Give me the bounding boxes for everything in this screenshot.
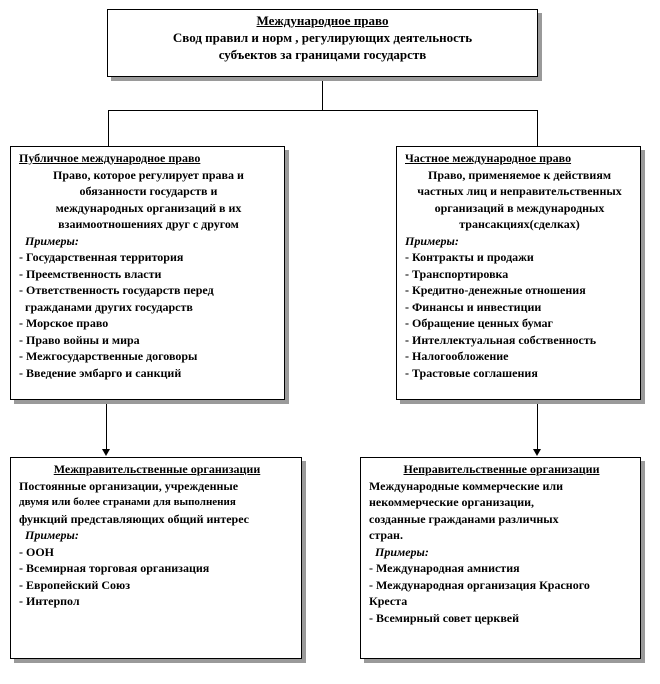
international-law-title: Международное право <box>256 13 389 28</box>
list-item: - Интеллектуальная собственность <box>405 332 597 347</box>
nongovernmental-desc-4: стран. <box>369 528 403 542</box>
private-law-examples-label: Примеры: <box>405 233 459 248</box>
list-item: - Морское право <box>19 316 109 330</box>
list-item: - Интерпол <box>19 594 80 608</box>
list-item: - Налогообложение <box>405 349 509 363</box>
private-law-desc-2: частных лиц и неправительственных <box>417 184 622 198</box>
list-item: - Европейский Союз <box>19 577 131 592</box>
private-law-desc-1: Право, применяемое к действиям <box>428 167 611 182</box>
list-item: - Всемирная торговая организация <box>19 561 210 575</box>
intergovernmental-orgs-title: Межправительственные организации <box>53 462 261 476</box>
connector-right-bottom <box>537 404 538 449</box>
connector-left-down <box>108 110 109 146</box>
list-item: - Трастовые соглашения <box>405 365 538 380</box>
list-item: - Ответственность государств перед <box>19 283 214 297</box>
list-item: - Международная амнистия <box>369 561 520 575</box>
list-item: - Межгосударственные договоры <box>19 349 198 363</box>
list-item: - Преемственность власти <box>19 266 162 281</box>
nongovernmental-desc-2: некоммерческие организации, <box>369 495 535 509</box>
list-item: - Финансы и инвестиции <box>405 299 542 314</box>
intergovernmental-examples-label: Примеры: <box>25 528 79 542</box>
public-law-desc-4: взаимоотношениях друг с другом <box>58 217 239 231</box>
connector-left-bottom <box>106 404 107 449</box>
public-law-box <box>10 146 285 400</box>
international-law-desc-1: Свод правил и норм , регулирующих деятельность <box>172 30 473 45</box>
private-law-box <box>396 146 641 400</box>
public-law-title: Публичное международное право <box>19 151 201 165</box>
list-item: - Право войны и мира <box>19 332 140 347</box>
connector-right-down <box>537 110 538 146</box>
list-item: - Контракты и продажи <box>405 250 534 264</box>
public-law-desc-1: Право, которое регулирует права и <box>53 167 244 182</box>
intergovernmental-orgs-box <box>10 457 302 659</box>
list-item: - Международная организация Красного <box>369 577 590 592</box>
connector-top-down <box>322 77 323 111</box>
private-law-desc-4: трансакциях(сделках) <box>459 217 580 231</box>
arrow-left-bottom <box>102 449 110 456</box>
nongovernmental-desc-3: созданные гражданами различных <box>369 511 559 526</box>
list-item: - Обращение ценных бумаг <box>405 316 553 330</box>
list-item: - Государственная территория <box>19 250 184 264</box>
private-law-title: Частное международное право <box>405 151 572 165</box>
arrow-right-bottom <box>533 449 541 456</box>
nongovernmental-examples-label: Примеры: <box>375 544 429 559</box>
list-item: - Всемирный совет церквей <box>369 610 520 625</box>
list-item: - Транспортировка <box>405 266 509 281</box>
international-law-box <box>107 9 538 77</box>
list-item: гражданами других государств <box>25 299 193 314</box>
list-item: - ООН <box>19 544 54 559</box>
nongovernmental-desc-1: Международные коммерческие или <box>369 478 564 493</box>
list-item: - Введение эмбарго и санкций <box>19 365 182 380</box>
connector-horizontal <box>108 110 537 111</box>
intergovernmental-desc-2: двумя или более странами для выполнения <box>19 496 236 508</box>
intergovernmental-desc-3: функций представляющих общий интерес <box>19 511 250 526</box>
public-law-desc-2: обязанности государств и <box>79 184 218 198</box>
list-item: Креста <box>369 594 408 608</box>
public-law-examples-label: Примеры: <box>25 233 79 248</box>
nongovernmental-orgs-title: Неправительственные организации <box>403 462 600 476</box>
nongovernmental-orgs-box <box>360 457 641 659</box>
list-item: - Кредитно-денежные отношения <box>405 283 586 297</box>
international-law-desc-2: субъектов за границами государств <box>218 47 427 62</box>
intergovernmental-desc-1: Постоянные организации, учрежденные <box>19 478 239 493</box>
public-law-desc-3: международных организаций в их <box>55 200 242 215</box>
private-law-desc-3: организаций в международных <box>434 200 605 215</box>
